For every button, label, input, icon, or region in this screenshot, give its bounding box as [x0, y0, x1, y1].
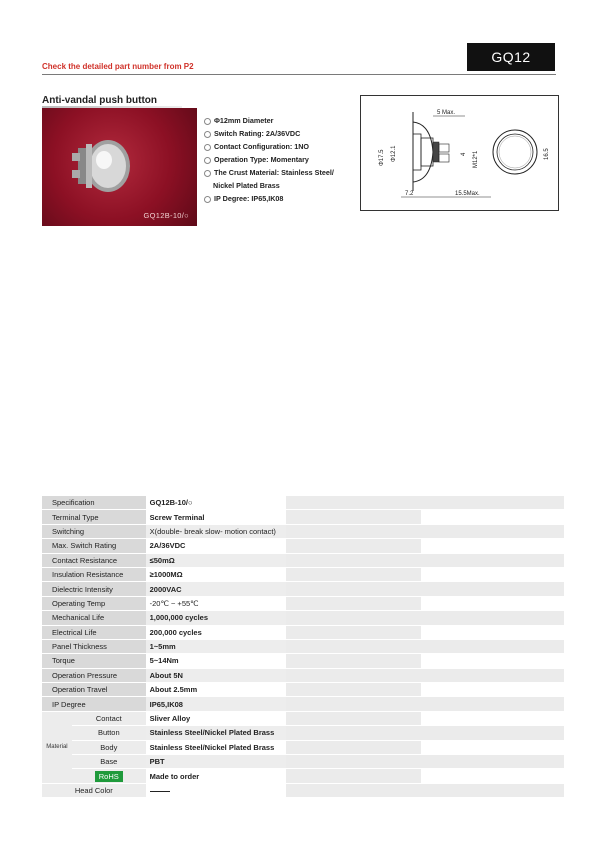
row-value: X(double- break slow- motion contact)	[146, 524, 286, 538]
specification-table	[42, 496, 564, 798]
table-row	[42, 697, 564, 711]
row-value: ≤50mΩ	[146, 553, 286, 567]
dim-d1: Φ17.5	[379, 149, 385, 166]
empty-cell	[421, 524, 564, 538]
row-label: Specification	[42, 496, 146, 510]
material-value: Sliver Alloy	[146, 711, 286, 725]
bullet-icon	[204, 157, 211, 164]
material-value: Stainless Steel/Nickel Plated Brass	[146, 726, 286, 740]
material-label: Button	[72, 726, 146, 740]
row-value: ≥1000MΩ	[146, 567, 286, 581]
photo-caption: GQ12B-10/○	[143, 211, 189, 220]
empty-cell	[286, 726, 421, 740]
row-value: 2A/36VDC	[146, 539, 286, 553]
spec-bullet-item: Contact Configuration: 1NO	[204, 140, 354, 153]
dim-d2: Φ12.1	[391, 145, 397, 162]
row-label: Dielectric Intensity	[42, 582, 146, 596]
section-title: Anti-vandal push button	[42, 95, 157, 106]
material-label: Body	[72, 740, 146, 754]
model-tab: GQ12	[467, 43, 555, 71]
row-value: 5~14Nm	[146, 654, 286, 668]
row-label: Operation Travel	[42, 683, 146, 697]
header-rule	[42, 74, 556, 75]
material-value: Made to order	[146, 769, 286, 783]
material-row	[42, 711, 564, 725]
empty-cell	[286, 567, 421, 581]
spec-bullet-item: Nickel Plated Brass	[213, 181, 280, 190]
material-category: Material	[42, 711, 72, 783]
empty-cell	[286, 639, 421, 653]
empty-cell	[286, 582, 421, 596]
row-label: Insulation Resistance	[42, 567, 146, 581]
material-label: Contact	[72, 711, 146, 725]
material-row	[42, 769, 564, 783]
empty-cell	[286, 755, 421, 769]
dim-thread: M12*1	[473, 150, 479, 168]
material-row	[42, 755, 564, 769]
bullet-icon	[204, 131, 211, 138]
empty-cell	[421, 726, 564, 740]
empty-cell	[286, 510, 421, 524]
row-value: -20℃ ~ +55℃	[146, 596, 286, 610]
empty-cell	[421, 783, 564, 797]
empty-cell	[286, 740, 421, 754]
bullet-icon	[204, 170, 211, 177]
material-row	[42, 740, 564, 754]
bullet-icon	[204, 118, 211, 125]
material-value: PBT	[146, 755, 286, 769]
table-row	[42, 596, 564, 610]
table-row	[42, 496, 564, 510]
head-color-label: Head Color	[42, 783, 146, 797]
empty-cell	[286, 711, 421, 725]
dim-left: 7.2	[405, 191, 414, 197]
row-value: About 2.5mm	[146, 683, 286, 697]
row-label: Torque	[42, 654, 146, 668]
empty-cell	[421, 611, 564, 625]
table-row	[42, 783, 564, 797]
row-value: 2000VAC	[146, 582, 286, 596]
table-row	[42, 567, 564, 581]
empty-cell	[286, 783, 421, 797]
row-value: Screw Terminal	[146, 510, 286, 524]
empty-cell	[421, 510, 564, 524]
row-value: 200,000 cycles	[146, 625, 286, 639]
row-label: Contact Resistance	[42, 553, 146, 567]
dim-top: 5 Max.	[437, 110, 456, 116]
empty-cell	[421, 582, 564, 596]
material-label: Base	[72, 755, 146, 769]
empty-cell	[286, 496, 421, 510]
empty-cell	[286, 769, 421, 783]
table-row	[42, 625, 564, 639]
row-label: Operating Temp	[42, 596, 146, 610]
row-value: 1,000,000 cycles	[146, 611, 286, 625]
row-label: IP Degree	[42, 697, 146, 711]
empty-cell	[286, 596, 421, 610]
dimension-drawing	[361, 96, 558, 210]
empty-cell	[286, 697, 421, 711]
table-row	[42, 539, 564, 553]
table-row	[42, 611, 564, 625]
dim-right: 15.5Max.	[455, 191, 480, 197]
empty-cell	[421, 769, 564, 783]
table-row	[42, 654, 564, 668]
table-row	[42, 668, 564, 682]
row-label: Terminal Type	[42, 510, 146, 524]
table-row	[42, 582, 564, 596]
bullet-icon	[204, 144, 211, 151]
empty-cell	[421, 596, 564, 610]
row-label: Panel Thickness	[42, 639, 146, 653]
empty-cell	[286, 625, 421, 639]
product-photo	[42, 108, 197, 226]
empty-cell	[286, 539, 421, 553]
row-label: Mechanical Life	[42, 611, 146, 625]
row-value: IP65,IK08	[146, 697, 286, 711]
row-label: Max. Switch Rating	[42, 539, 146, 553]
bullet-icon	[204, 196, 211, 203]
empty-cell	[421, 567, 564, 581]
empty-cell	[421, 711, 564, 725]
row-label: Switching	[42, 524, 146, 538]
empty-cell	[421, 654, 564, 668]
empty-cell	[421, 740, 564, 754]
table-row	[42, 639, 564, 653]
empty-cell	[286, 553, 421, 567]
table-row	[42, 524, 564, 538]
empty-cell	[286, 654, 421, 668]
technical-drawing	[360, 95, 559, 211]
empty-cell	[286, 611, 421, 625]
empty-cell	[421, 683, 564, 697]
material-value: Stainless Steel/Nickel Plated Brass	[146, 740, 286, 754]
row-value: GQ12B-10/○	[146, 496, 286, 510]
row-value: 1~5mm	[146, 639, 286, 653]
empty-cell	[421, 755, 564, 769]
spec-bullet-item: IP Degree: IP65,IK08	[204, 192, 354, 205]
spec-bullet-item: Operation Type: Momentary	[204, 153, 354, 166]
row-value: About 5N	[146, 668, 286, 682]
empty-cell	[421, 553, 564, 567]
table-row	[42, 683, 564, 697]
empty-cell	[286, 524, 421, 538]
rohs-badge: RoHS	[95, 771, 123, 782]
dash-mark	[150, 791, 170, 792]
empty-cell	[421, 668, 564, 682]
rohs-label	[72, 769, 146, 783]
dim-165: 16.5	[544, 148, 550, 160]
part-number-note: Check the detailed part number from P2	[42, 62, 194, 71]
spec-bullet-item: Switch Rating: 2A/36VDC	[204, 127, 354, 140]
push-button-image	[42, 108, 197, 226]
empty-cell	[421, 496, 564, 510]
spec-bullets	[204, 114, 354, 205]
empty-cell	[421, 697, 564, 711]
empty-cell	[421, 539, 564, 553]
spec-bullet-item: Φ12mm Diameter	[204, 114, 354, 127]
head-color-value	[146, 783, 286, 797]
table-row	[42, 510, 564, 524]
table-row	[42, 553, 564, 567]
empty-cell	[286, 683, 421, 697]
row-label: Operation Pressure	[42, 668, 146, 682]
empty-cell	[421, 625, 564, 639]
empty-cell	[421, 639, 564, 653]
material-row	[42, 726, 564, 740]
spec-bullet-item: The Crust Material: Stainless Steel/	[204, 166, 354, 179]
empty-cell	[286, 668, 421, 682]
dim-4: 4	[461, 152, 467, 156]
row-label: Electrical Life	[42, 625, 146, 639]
